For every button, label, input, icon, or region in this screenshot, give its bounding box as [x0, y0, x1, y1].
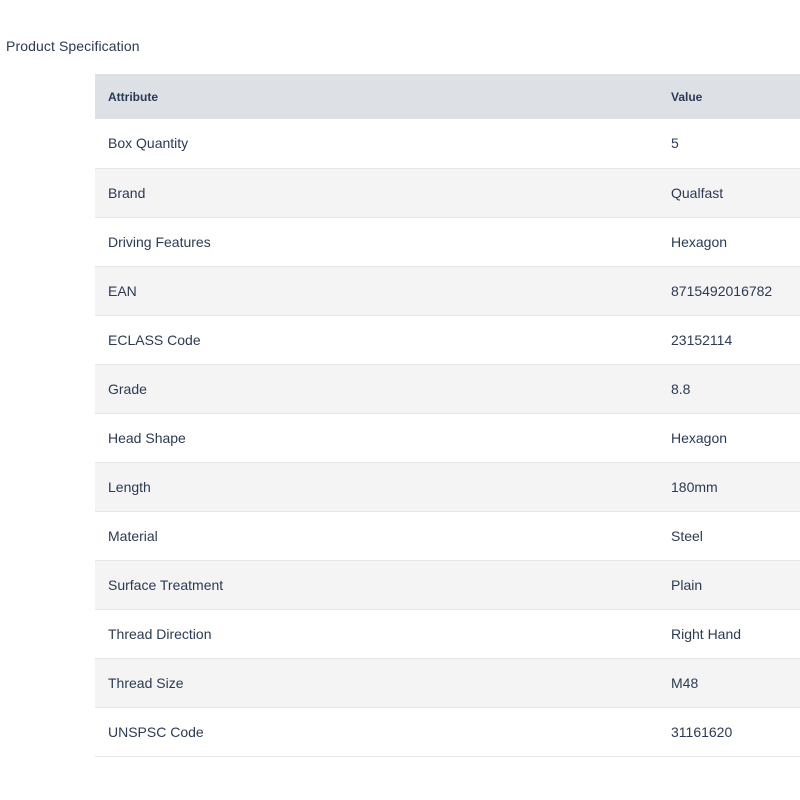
value-cell: Right Hand [658, 609, 800, 658]
column-header-attribute: Attribute [108, 89, 158, 104]
table-row [95, 707, 800, 756]
value-cell: Hexagon [658, 413, 800, 462]
attribute-cell: Driving Features [95, 217, 658, 266]
attribute-cell: Grade [95, 364, 658, 413]
column-header-value: Value [671, 89, 703, 104]
attribute-cell: Length [95, 462, 658, 511]
value-cell: Hexagon [658, 217, 800, 266]
attribute-cell: UNSPSC Code [95, 707, 658, 756]
value-cell: Steel [658, 511, 800, 560]
attribute-cell: Material [95, 511, 658, 560]
attribute-cell: Thread Size [95, 658, 658, 707]
attribute-cell: ECLASS Code [95, 315, 658, 364]
table-header [95, 74, 800, 119]
specification-table [95, 74, 800, 757]
value-cell: 23152114 [658, 315, 800, 364]
table-row [95, 364, 800, 413]
value-cell: 180mm [658, 462, 800, 511]
header-row [95, 74, 800, 119]
attribute-cell: Box Quantity [95, 119, 658, 168]
table-row [95, 315, 800, 364]
section-title: Product Specification [6, 38, 140, 54]
value-cell: Qualfast [658, 168, 800, 217]
value-cell: 8.8 [658, 364, 800, 413]
value-cell: Plain [658, 560, 800, 609]
table-row [95, 119, 800, 168]
table-row [95, 658, 800, 707]
table-row [95, 609, 800, 658]
value-cell: 8715492016782 [658, 266, 800, 315]
value-cell: 5 [658, 119, 800, 168]
table-row [95, 217, 800, 266]
attribute-cell: Head Shape [95, 413, 658, 462]
table-row [95, 560, 800, 609]
attribute-cell: Surface Treatment [95, 560, 658, 609]
attribute-cell: Thread Direction [95, 609, 658, 658]
table-row [95, 462, 800, 511]
value-cell: M48 [658, 658, 800, 707]
attribute-cell: Brand [95, 168, 658, 217]
table-row [95, 168, 800, 217]
table-body [95, 119, 800, 756]
table-row [95, 413, 800, 462]
attribute-cell: EAN [95, 266, 658, 315]
table-row [95, 511, 800, 560]
table-row [95, 266, 800, 315]
value-cell: 31161620 [658, 707, 800, 756]
